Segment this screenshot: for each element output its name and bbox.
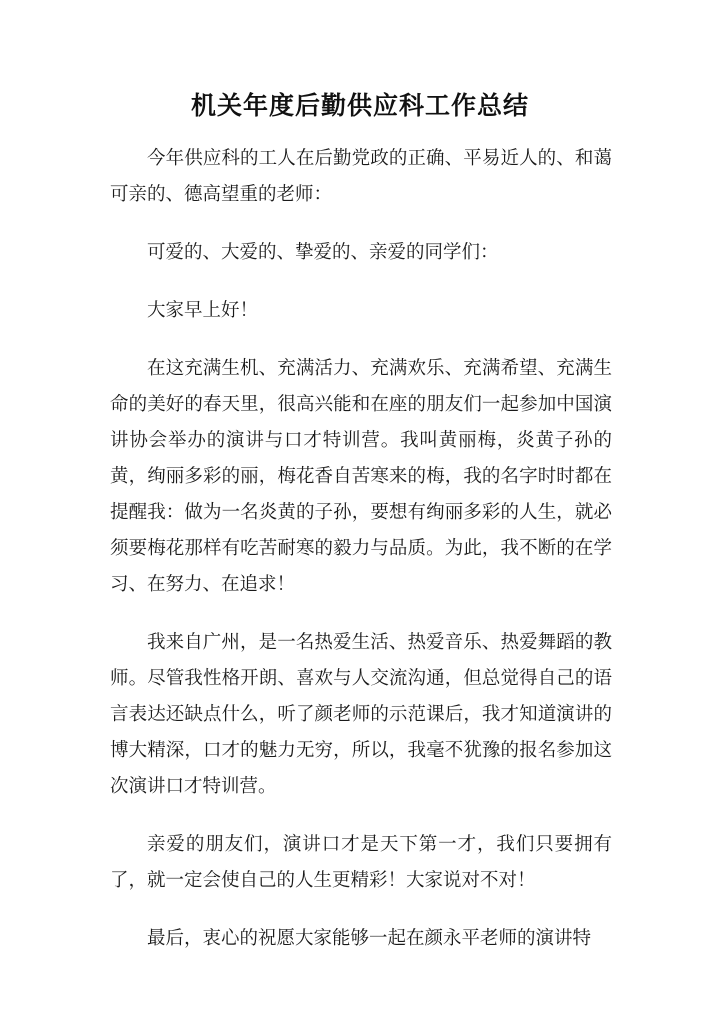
paragraph-closing: 最后，衷心的祝愿大家能够一起在颜永平老师的演讲特 bbox=[147, 928, 592, 949]
document-title: 机关年度后勤供应科工作总结 bbox=[190, 91, 529, 120]
paragraph-good-morning: 大家早上好！ bbox=[147, 300, 259, 321]
paragraph-self-introduction: 在这充满生机、充满活力、充满欢乐、充满希望、充满生命的美好的春天里，很高兴能和在座的朋友们一起参加中国演讲协会举办的演讲与口才特训营。我叫黄丽梅，炎黄子孙的黄，绚丽多彩的丽，梅花香自苦寒来的梅，我的名字时时都在提醒我：做为一名炎黄的子孙，要想有绚丽多彩的人生，就必须要梅花那样有吃苦耐寒的毅力与品质。为此，我不断的在学习、在努力、在追求！ bbox=[110, 358, 612, 595]
document-body bbox=[110, 141, 612, 979]
paragraph-greeting-teachers: 今年供应科的工人在后勤党政的正确、平易近人的、和蔼可亲的、德高望重的老师： bbox=[110, 148, 612, 205]
paragraph-background: 我来自广州，是一名热爱生活、热爱音乐、热爱舞蹈的教师。尽管我性格开朗、喜欢与人交流沟通，但总觉得自己的语言表达还缺点什么，听了颜老师的示范课后，我才知道演讲的博大精深，口才的魅力无穷，所以，我毫不犹豫的报名参加这次演讲口才特训营。 bbox=[110, 632, 612, 797]
paragraph-eloquence: 亲爱的朋友们，演讲口才是天下第一才，我们只要拥有了，就一定会使自己的人生更精彩！大家说对不对！ bbox=[110, 834, 612, 891]
paragraph-greeting-students: 可爱的、大爱的、挚爱的、亲爱的同学们： bbox=[147, 242, 499, 263]
